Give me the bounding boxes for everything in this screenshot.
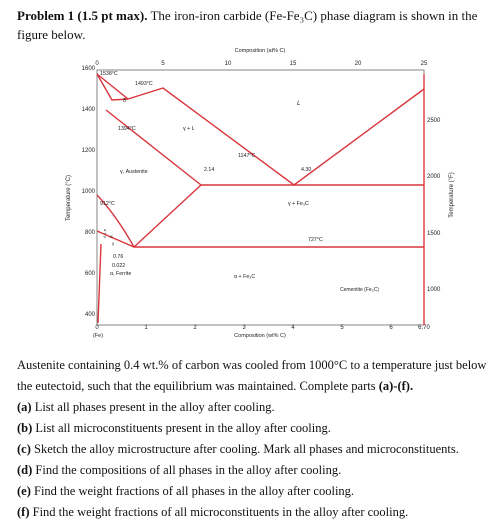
diagram-annotations bbox=[100, 71, 379, 293]
alpha-solvus-line bbox=[98, 244, 101, 323]
question-item bbox=[17, 439, 492, 460]
problem-statement bbox=[17, 6, 485, 44]
problem-text: The iron-iron carbide (Fe-Fe₃C) phase diagram is shown in the figure below. bbox=[17, 8, 478, 42]
bottom-tick: 2 bbox=[193, 325, 197, 331]
bottom-origin-label: (Fe) bbox=[92, 333, 104, 339]
label-alpha: α bbox=[110, 234, 113, 239]
question-text: Sketch the alloy microstructure after cooling. Mark all phases and microconstituents. bbox=[34, 442, 459, 456]
left-tick: 1600 bbox=[81, 66, 95, 72]
question-label: (d) bbox=[17, 463, 33, 477]
question-label: (e) bbox=[17, 484, 31, 498]
question-intro-text: Austenite containing 0.4 wt.% of carbon was cooled from 1000°C to a temperature just below the eutectoid, such that the equilibrium was maintained. Complete parts bbox=[17, 358, 487, 393]
right-tick: 2500 bbox=[427, 118, 441, 124]
label-727: 727°C bbox=[308, 237, 323, 243]
label-cementite: Cementite (Fe₃C) bbox=[340, 287, 379, 293]
left-tick: 600 bbox=[84, 271, 95, 277]
question-label: (f) bbox=[17, 505, 30, 519]
bottom-ticks bbox=[95, 325, 430, 331]
bottom-axis-title: Composition (wt% C) bbox=[234, 333, 286, 339]
left-ticks bbox=[82, 66, 96, 318]
label-4-30: 4.30 bbox=[301, 167, 312, 173]
top-tick: 5 bbox=[161, 61, 165, 67]
question-label: (c) bbox=[17, 442, 31, 456]
question-text: Find the weight fractions of all microconstituents in the alloy after cooling. bbox=[32, 505, 409, 519]
question-text: Find the weight fractions of all phases in the alloy after cooling. bbox=[34, 484, 355, 498]
question-text: Find the compositions of all phases in the alloy after cooling. bbox=[35, 463, 342, 477]
bottom-tick: 5 bbox=[340, 325, 344, 331]
bottom-tick: 0 bbox=[95, 325, 99, 331]
right-tick: 1500 bbox=[427, 231, 441, 237]
top-tick: 20 bbox=[354, 61, 362, 67]
left-tick: 1200 bbox=[81, 148, 95, 154]
left-tick: 1400 bbox=[81, 107, 95, 113]
bottom-tick: 3 bbox=[242, 325, 246, 331]
bottom-tick: 6.70 bbox=[418, 325, 430, 331]
top-axis-title: Composition (at% C) bbox=[234, 48, 286, 54]
question-text: List all microconstituents present in the alloy after cooling. bbox=[35, 421, 331, 435]
label-1394: 1394°C bbox=[118, 126, 136, 132]
label-alpha-gamma: α + γ bbox=[103, 229, 108, 238]
label-austenite: γ, Austenite bbox=[120, 169, 148, 175]
label-2-14: 2.14 bbox=[204, 167, 215, 173]
top-ticks bbox=[95, 61, 428, 67]
label-gamma-liquid: γ + L bbox=[183, 126, 195, 132]
left-tick: 400 bbox=[84, 312, 95, 318]
right-tick: 1000 bbox=[427, 287, 441, 293]
problem-points: (1.5 pt max). bbox=[77, 8, 148, 23]
label-1538: 1538°C bbox=[100, 71, 118, 77]
question-item bbox=[17, 418, 492, 439]
top-tick: 25 bbox=[420, 61, 428, 67]
top-tick: 10 bbox=[224, 61, 232, 67]
label-0-76: 0.76 bbox=[113, 254, 124, 260]
label-1493: 1493°C bbox=[135, 81, 153, 87]
top-tick: 15 bbox=[289, 61, 297, 67]
question-item bbox=[17, 481, 492, 502]
left-tick: 1000 bbox=[81, 189, 95, 195]
bottom-tick: 4 bbox=[291, 325, 295, 331]
question-intro-ref: (a)-(f). bbox=[378, 379, 414, 393]
question-item bbox=[17, 397, 492, 418]
question-item bbox=[17, 502, 492, 523]
label-912: 912°C bbox=[100, 201, 115, 207]
acm-line bbox=[134, 185, 201, 247]
question-text: List all phases present in the alloy after cooling. bbox=[34, 400, 275, 414]
bottom-tick: 6 bbox=[389, 325, 393, 331]
right-axis-title: Temperature (°F) bbox=[449, 172, 455, 218]
top-tick: 0 bbox=[95, 61, 99, 67]
bottom-tick: 1 bbox=[144, 325, 148, 331]
label-ferrite: α, Ferrite bbox=[110, 271, 132, 277]
question-label: (a) bbox=[17, 400, 32, 414]
right-tick: 2000 bbox=[427, 174, 441, 180]
label-liquid: L bbox=[297, 100, 301, 107]
problem-label: Problem 1 bbox=[17, 8, 75, 23]
eutectoid-line bbox=[97, 231, 424, 247]
question-label: (b) bbox=[17, 421, 33, 435]
question-intro bbox=[17, 355, 492, 397]
label-0-022: 0.022 bbox=[112, 263, 126, 269]
question-item bbox=[17, 460, 492, 481]
label-1147: 1147°C bbox=[238, 153, 256, 159]
left-tick: 800 bbox=[84, 230, 95, 236]
label-delta: δ bbox=[123, 98, 126, 104]
label-alpha-fe3c: α + Fe₃C bbox=[234, 274, 256, 280]
left-axis-title: Temperature (°C) bbox=[66, 174, 72, 222]
question-section bbox=[17, 355, 492, 523]
label-gamma-fe3c: γ + Fe₃C bbox=[288, 201, 309, 207]
right-ticks bbox=[427, 118, 441, 293]
label-gamma-small: γ bbox=[112, 241, 115, 246]
fe-fe3c-phase-diagram bbox=[0, 45, 497, 340]
